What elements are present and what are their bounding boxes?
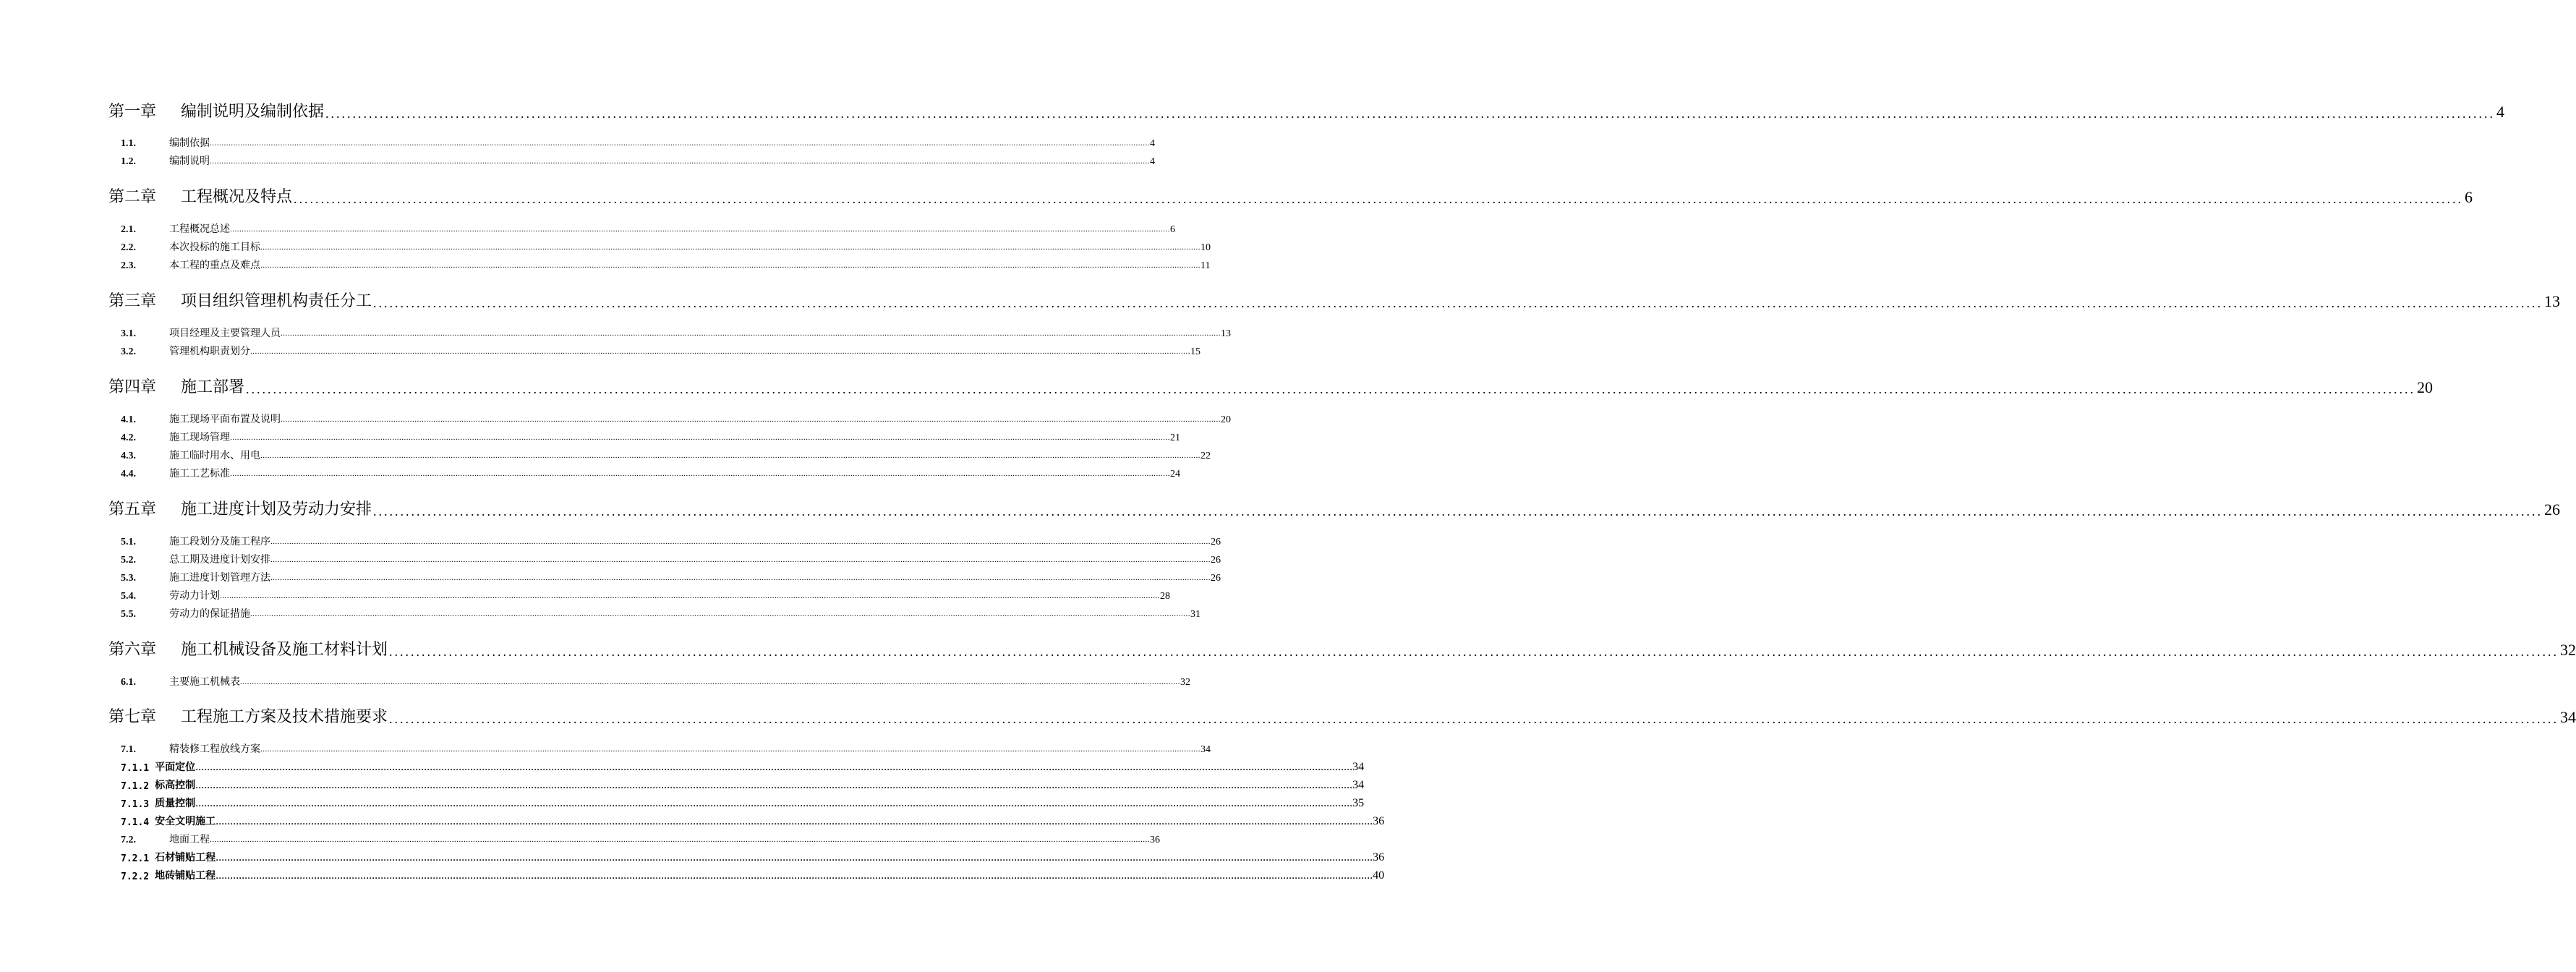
toc-entry-number: 5.5. [121, 609, 136, 620]
toc-entry-number: 5.2. [121, 555, 136, 566]
toc-leader-dots: ................................................................................................................................................................................................................................................................................................................................................................................................................ [230, 433, 1170, 442]
toc-entry-title: 项目组织管理机构责任分工 [181, 292, 372, 310]
toc-section-entry[interactable] [108, 239, 1211, 254]
toc-entry-title: 安全文明施工 [155, 817, 216, 827]
toc-entry-page: 36 [1150, 835, 1160, 845]
toc-section-entry[interactable] [108, 796, 1365, 810]
toc-entry-title: 施工现场管理 [169, 432, 230, 443]
toc-entry-title: 总工期及进度计划安排 [169, 554, 270, 566]
toc-entry-number: 2.3. [121, 260, 136, 271]
toc-entry-page: 26 [1211, 573, 1221, 584]
toc-entry-number: 7.2.1 [121, 853, 150, 864]
toc-entry-number: 第五章 [108, 500, 157, 519]
toc-leader-dots: ................................................................................................................................................................................................................................................................................................................................................................................................................ [389, 644, 2559, 659]
toc-leader-dots: ................................................................................................................................................................................................................................................................................................................................................................................................................ [325, 106, 2496, 121]
toc-entry-page: 28 [1160, 591, 1170, 602]
toc-entry-page: 26 [1211, 537, 1221, 547]
toc-leader-dots: ................................................................................................................................................................................................................................................................................................................................................................................................................ [230, 469, 1170, 478]
toc-section-entry[interactable] [108, 153, 1155, 168]
toc-entry-title: 主要施工机械表 [169, 676, 240, 688]
toc-entry-page: 32 [1180, 677, 1190, 688]
toc-section-entry[interactable] [108, 325, 1231, 340]
toc-section-entry[interactable] [108, 674, 1190, 688]
toc-leader-dots: ................................................................................................................................................................................................................................................................................................................................................................................................................ [216, 869, 1373, 882]
toc-entry-page: 26 [1211, 555, 1221, 566]
toc-leader-dots: ................................................................................................................................................................................................................................................................................................................................................................................................................ [210, 139, 1150, 148]
toc-entry-number: 7.1.2 [121, 781, 150, 792]
toc-chapter-entry[interactable] [108, 705, 2576, 727]
toc-entry-number: 3.1. [121, 328, 136, 339]
toc-entry-page: 22 [1200, 451, 1211, 461]
toc-section-entry[interactable] [108, 832, 1160, 846]
toc-entry-title: 地面工程 [169, 834, 210, 845]
toc-entry-number: 2.1. [121, 224, 136, 235]
toc-entry-title: 施工现场平面布置及说明 [169, 414, 281, 425]
toc-leader-dots: ................................................................................................................................................................................................................................................................................................................................................................................................................ [195, 761, 1353, 773]
toc-entry-title: 施工进度计划管理方法 [169, 572, 270, 584]
toc-leader-dots: ................................................................................................................................................................................................................................................................................................................................................................................................................ [240, 678, 1180, 686]
toc-entry-page: 36 [1373, 815, 1385, 827]
toc-entry-number: 7.2. [121, 835, 136, 845]
toc-entry-title: 编制说明及编制依据 [181, 103, 325, 121]
toc-leader-dots: ................................................................................................................................................................................................................................................................................................................................................................................................................ [246, 382, 2416, 396]
toc-entry-page: 34 [1352, 761, 1365, 773]
toc-entry-number: 1.1. [121, 138, 136, 149]
toc-entry-page: 26 [2544, 500, 2561, 519]
toc-leader-dots: ................................................................................................................................................................................................................................................................................................................................................................................................................ [210, 157, 1150, 166]
toc-entry-title: 施工机械设备及施工材料计划 [181, 641, 388, 659]
toc-chapter-entry[interactable] [108, 185, 2473, 207]
toc-entry-title: 管理机构职责划分 [169, 346, 250, 357]
toc-entry-title: 石材铺贴工程 [155, 853, 216, 864]
toc-leader-dots: ................................................................................................................................................................................................................................................................................................................................................................................................................ [230, 225, 1170, 234]
toc-entry-page: 34 [2560, 708, 2576, 726]
toc-section-entry[interactable] [108, 430, 1180, 444]
toc-entry-title: 标高控制 [155, 780, 196, 791]
toc-leader-dots: ................................................................................................................................................................................................................................................................................................................................................................................................................ [281, 415, 1221, 424]
toc-entry-page: 13 [1221, 328, 1231, 339]
toc-entry-page: 10 [1200, 242, 1211, 253]
toc-entry-page: 13 [2544, 292, 2561, 310]
toc-entry-title: 平面定位 [155, 762, 196, 773]
toc-entry-title: 精装修工程放线方案 [169, 743, 260, 755]
toc-leader-dots: ................................................................................................................................................................................................................................................................................................................................................................................................................ [270, 574, 1211, 582]
toc-entry-page: 4 [2496, 103, 2505, 121]
toc-entry-title: 施工临时用水、用电 [169, 450, 260, 461]
toc-entry-title: 施工部署 [181, 378, 245, 396]
toc-section-entry[interactable] [108, 257, 1211, 272]
toc-entry-number: 7.2.2 [121, 871, 150, 882]
toc-entry-title: 工程施工方案及技术措施要求 [181, 708, 388, 726]
toc-entry-title: 编制依据 [169, 137, 210, 149]
toc-entry-title: 劳动力计划 [169, 590, 220, 602]
toc-entry-page: 35 [1352, 797, 1365, 809]
toc-leader-dots: ................................................................................................................................................................................................................................................................................................................................................................................................................ [260, 745, 1200, 754]
toc-entry-page: 4 [1150, 138, 1155, 149]
toc-entry-number: 6.1. [121, 677, 136, 688]
toc-entry-page: 11 [1200, 260, 1211, 271]
toc-entry-page: 40 [1373, 869, 1385, 882]
toc-leader-dots: ................................................................................................................................................................................................................................................................................................................................................................................................................ [294, 192, 2464, 206]
toc-leader-dots: ................................................................................................................................................................................................................................................................................................................................................................................................................ [373, 296, 2543, 310]
toc-chapter-entry[interactable] [108, 498, 2561, 519]
toc-entry-page: 31 [1190, 609, 1200, 620]
toc-entry-number: 第六章 [108, 641, 157, 659]
toc-entry-page: 6 [1170, 224, 1175, 235]
toc-entry-number: 第二章 [108, 188, 157, 206]
toc-leader-dots: ................................................................................................................................................................................................................................................................................................................................................................................................................ [270, 555, 1211, 564]
toc-entry-title: 工程概况及特点 [181, 188, 293, 206]
toc-section-entry[interactable] [108, 868, 1385, 882]
toc-section-entry[interactable] [108, 777, 1365, 792]
toc-entry-number: 第三章 [108, 292, 157, 310]
toc-section-entry[interactable] [108, 466, 1180, 480]
toc-entry-page: 34 [1352, 779, 1365, 791]
toc-entry-page: 32 [2560, 641, 2576, 659]
toc-entry-title: 本次投标的施工目标 [169, 242, 260, 253]
toc-entry-page: 21 [1170, 432, 1180, 443]
toc-section-entry[interactable] [108, 135, 1155, 150]
toc-section-entry[interactable] [108, 534, 1221, 548]
toc-entry-number: 5.1. [121, 537, 136, 547]
toc-entry-number: 7.1.3 [121, 799, 150, 810]
toc-leader-dots: ................................................................................................................................................................................................................................................................................................................................................................................................................ [250, 347, 1190, 356]
toc-chapter-entry[interactable] [108, 100, 2505, 122]
toc-entry-number: 4.2. [121, 432, 136, 443]
toc-entry-number: 3.2. [121, 346, 136, 357]
toc-leader-dots: ................................................................................................................................................................................................................................................................................................................................................................................................................ [373, 504, 2543, 519]
toc-entry-title: 工程概况总述 [169, 223, 230, 235]
toc-entry-title: 施工段划分及施工程序 [169, 536, 270, 547]
toc-leader-dots: ................................................................................................................................................................................................................................................................................................................................................................................................................ [250, 610, 1190, 618]
toc-leader-dots: ................................................................................................................................................................................................................................................................................................................................................................................................................ [260, 261, 1200, 270]
toc-entry-page: 6 [2465, 188, 2473, 206]
toc-entry-number: 4.4. [121, 469, 136, 479]
toc-entry-number: 7.1.4 [121, 817, 150, 828]
toc-section-entry[interactable] [108, 588, 1170, 602]
toc-entry-title: 编制说明 [169, 155, 210, 167]
toc-entry-number: 2.2. [121, 242, 136, 253]
toc-section-entry[interactable] [108, 606, 1200, 621]
toc-section-entry[interactable] [108, 552, 1221, 566]
toc-leader-dots: ................................................................................................................................................................................................................................................................................................................................................................................................................ [195, 797, 1353, 809]
toc-entry-page: 15 [1190, 346, 1200, 357]
toc-leader-dots: ................................................................................................................................................................................................................................................................................................................................................................................................................ [216, 851, 1373, 864]
toc-entry-title: 地砖铺贴工程 [155, 871, 216, 882]
toc-entry-number: 第七章 [108, 708, 157, 726]
toc-entry-page: 4 [1150, 156, 1155, 167]
toc-leader-dots: ................................................................................................................................................................................................................................................................................................................................................................................................................ [260, 243, 1200, 252]
toc-entry-page: 20 [1221, 414, 1231, 425]
toc-leader-dots: ................................................................................................................................................................................................................................................................................................................................................................................................................ [260, 451, 1200, 460]
toc-entry-number: 第一章 [108, 103, 157, 121]
toc-section-entry[interactable] [108, 741, 1211, 756]
toc-leader-dots: ................................................................................................................................................................................................................................................................................................................................................................................................................ [281, 329, 1221, 338]
toc-entry-title: 本工程的重点及难点 [169, 260, 260, 271]
toc-leader-dots: ................................................................................................................................................................................................................................................................................................................................................................................................................ [216, 815, 1373, 827]
toc-leader-dots: ................................................................................................................................................................................................................................................................................................................................................................................................................ [210, 835, 1150, 844]
toc-entry-number: 4.1. [121, 414, 136, 425]
toc-chapter-entry[interactable] [108, 638, 2576, 660]
toc-section-entry[interactable] [108, 344, 1200, 358]
toc-chapter-entry[interactable] [108, 375, 2434, 397]
toc-section-entry[interactable] [108, 448, 1211, 462]
toc-entry-number: 1.2. [121, 156, 136, 167]
toc-leader-dots: ................................................................................................................................................................................................................................................................................................................................................................................................................ [220, 592, 1160, 600]
toc-entry-number: 5.3. [121, 573, 136, 584]
toc-section-entry[interactable] [108, 759, 1365, 774]
toc-section-entry[interactable] [108, 412, 1231, 426]
toc-chapter-entry[interactable] [108, 289, 2561, 311]
toc-entry-number: 第四章 [108, 378, 157, 396]
toc-entry-number: 7.1.1 [121, 763, 150, 774]
toc-entry-title: 施工工艺标准 [169, 468, 230, 479]
toc-entry-number: 5.4. [121, 591, 136, 602]
toc-entry-title: 施工进度计划及劳动力安排 [181, 500, 372, 519]
toc-entry-page: 20 [2417, 378, 2434, 396]
toc-section-entry[interactable] [108, 570, 1221, 584]
toc-entry-page: 24 [1170, 469, 1180, 479]
toc-entry-title: 质量控制 [155, 798, 196, 809]
toc-section-entry[interactable] [108, 814, 1385, 828]
toc-entry-title: 劳动力的保证措施 [169, 608, 250, 620]
toc-entry-title: 项目经理及主要管理人员 [169, 328, 281, 339]
toc-entry-page: 34 [1200, 744, 1211, 755]
toc-entry-number: 7.1. [121, 744, 136, 755]
toc-leader-dots: ................................................................................................................................................................................................................................................................................................................................................................................................................ [270, 537, 1211, 546]
toc-section-entry[interactable] [108, 221, 1175, 236]
toc-leader-dots: ................................................................................................................................................................................................................................................................................................................................................................................................................ [389, 712, 2559, 726]
toc-section-entry[interactable] [108, 850, 1385, 864]
toc-leader-dots: ................................................................................................................................................................................................................................................................................................................................................................................................................ [195, 779, 1353, 791]
toc-entry-number: 4.3. [121, 451, 136, 461]
toc-entry-page: 36 [1373, 851, 1385, 864]
